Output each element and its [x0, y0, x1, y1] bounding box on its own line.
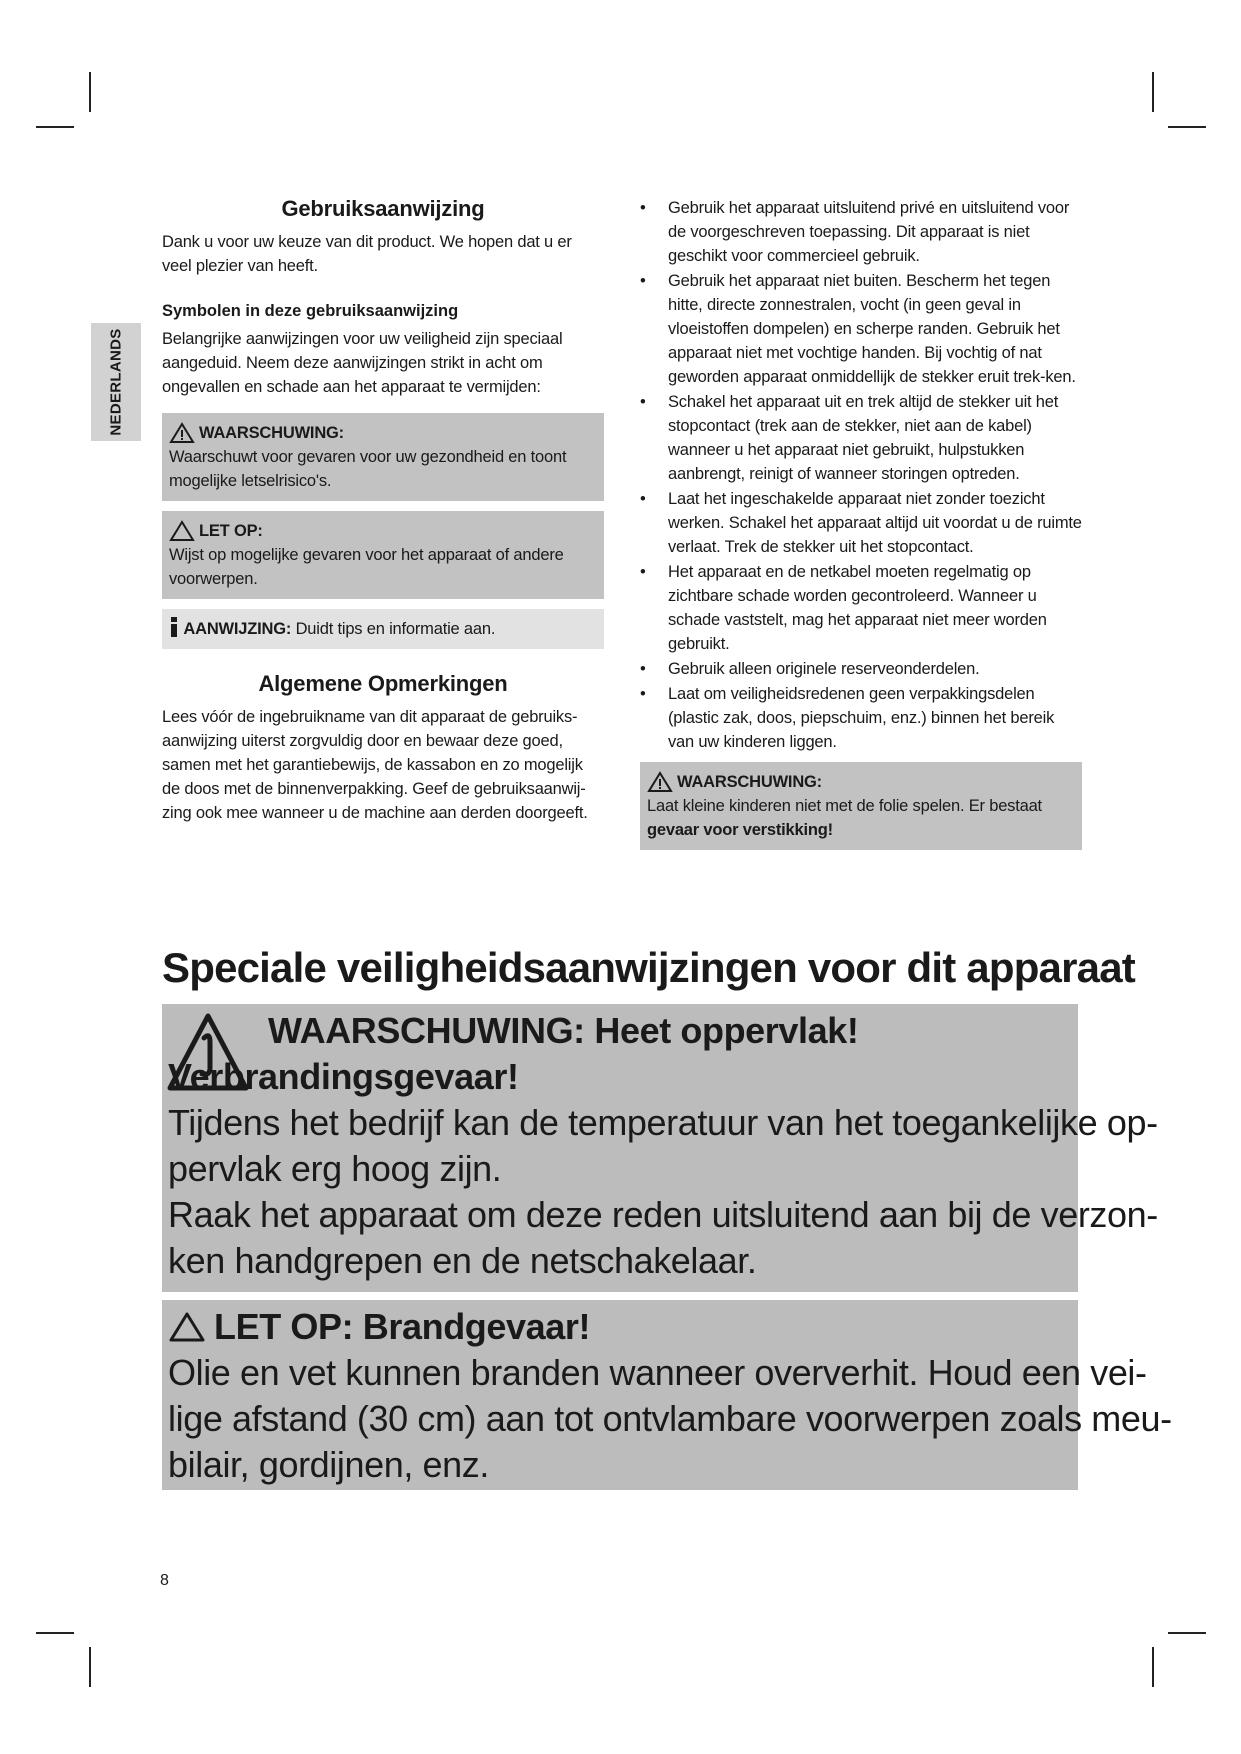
symbols-text: Belangrijke aanwijzingen voor uw veiligheid zijn speciaal aangeduid. Neem deze aanwijzingen strikt in acht om ongevallen en schade aan het apparaat te vermijden: — [162, 330, 563, 396]
warning-box — [162, 413, 604, 501]
hot-surface-text-line: Raak het apparaat om deze reden uitsluitend aan bij de verzon- — [168, 1194, 1158, 1235]
burn-hazard-heading: Verbrandingsgevaar! — [168, 1056, 519, 1097]
fire-caution-heading: LET OP: Brandgevaar! — [214, 1306, 591, 1347]
language-tab — [91, 323, 141, 441]
warning-label: WAARSCHUWING: — [677, 773, 822, 791]
crop-mark-top-left-h — [36, 126, 74, 128]
right-column — [640, 196, 1082, 850]
list-item: • Gebruik het apparaat niet buiten. Bescherm het tegen hitte, directe zonnestralen, vocht (in geen geval in vloeistoffen dompelen) en scherpe randen. Gebruik het apparaat niet met vochtige handen. Bij vochtig of nat geworden apparaat onmiddellijk de stekker eruit trek-ken. — [640, 272, 1076, 386]
list-item: • Het apparaat en de netkabel moeten regelmatig op zichtbare schade worden gecontroleerd. Wanneer u schade vaststelt, mag het apparaat niet meer worden gebruikt. — [640, 563, 1047, 653]
list-item: • Gebruik alleen originele reserveonderdelen. — [640, 660, 980, 678]
caution-triangle-icon — [168, 1311, 206, 1343]
info-icon — [169, 617, 179, 637]
crop-mark-bottom-left-v — [89, 1647, 91, 1687]
fire-caution-text-line: lige afstand (30 cm) aan tot ontvlambare voorwerpen zoals meu- — [168, 1398, 1172, 1439]
left-column — [162, 196, 604, 825]
hot-surface-warning-icon — [166, 1012, 250, 1094]
general-title: Algemene Opmerkingen — [258, 671, 508, 696]
note-box — [162, 609, 604, 649]
fire-caution-text-line: Olie en vet kunnen branden wanneer oververhit. Houd een vei- — [168, 1352, 1147, 1393]
list-item: • Laat het ingeschakelde apparaat niet zonder toezicht werken. Schakel het apparaat altijd uit voordat u de ruimte verlaat. Trek de stekker uit het stopcontact. — [640, 490, 1082, 556]
special-safety-title: Speciale veiligheidsaanwijzingen voor dit apparaat — [162, 944, 1135, 991]
hot-surface-heading: WAARSCHUWING: Heet oppervlak! — [268, 1010, 859, 1051]
suffocation-warning-box — [640, 762, 1082, 850]
list-item: • Schakel het apparaat uit en trek altijd de stekker uit het stopcontact (trek aan de stekker, niet aan de kabel) wanneer u het apparaat niet gebruikt, hulpstukken aanbrengt, reinigt of wanneer storingen optreden. — [640, 393, 1059, 483]
symbols-heading: Symbolen in deze gebruiksaanwijzing — [162, 302, 459, 320]
fire-caution-box — [162, 1300, 1172, 1490]
list-item: • Laat om veiligheidsredenen geen verpakkingsdelen (plastic zak, doos, piepschuim, enz.) binnen het bereik van uw kinderen liggen. — [640, 685, 1055, 751]
caution-text: Wijst op mogelijke gevaren voor het apparaat of andere voorwerpen. — [169, 546, 564, 588]
list-item: • Gebruik het apparaat uitsluitend privé en uitsluitend voor de voorgeschreven toepassing. Dit apparaat is niet geschikt voor commercieel gebruik. — [640, 199, 1070, 265]
manual-title: Gebruiksaanwijzing — [281, 196, 485, 221]
note-text: Duidt tips en informatie aan. — [291, 620, 496, 638]
language-tab-label: NEDERLANDS — [107, 328, 125, 436]
page-number: 8 — [160, 1572, 169, 1589]
hot-surface-text-line: Tijdens het bedrijf kan de temperatuur van het toegankelijke op- — [168, 1102, 1158, 1143]
intro-text: Dank u voor uw keuze van dit product. We hopen dat u er veel plezier van heeft. — [162, 233, 572, 275]
crop-mark-top-right-v — [1152, 72, 1154, 112]
crop-mark-top-left-v — [89, 72, 91, 112]
crop-mark-bottom-right-h — [1168, 1632, 1206, 1634]
caution-triangle-icon — [169, 520, 195, 542]
warning-triangle-icon — [647, 771, 673, 793]
crop-mark-top-right-h — [1168, 126, 1206, 128]
safety-bullet-list — [640, 196, 1082, 754]
warning-bold-text: gevaar voor verstikking! — [647, 821, 833, 839]
warning-text: Laat kleine kinderen niet met de folie spelen. Er bestaat — [647, 797, 1042, 815]
general-text: Lees vóór de ingebruikname van dit apparaat de gebruiks-aanwijzing uiterst zorgvuldig door en bewaar deze goed, samen met het garantiebewijs, de kassabon en zo mogelijk de doos met de binnenverpakking. Geef de gebruiksaanwij-zing ook mee wanneer u de machine aan derden doorgeeft. — [162, 708, 588, 822]
warning-label: WAARSCHUWING: — [199, 424, 344, 442]
warning-triangle-icon — [169, 422, 195, 444]
note-label: AANWIJZING: — [183, 620, 292, 638]
crop-mark-bottom-right-v — [1152, 1647, 1154, 1687]
warning-text: Waarschuwt voor gevaren voor uw gezondheid en toont mogelijke letselrisico's. — [169, 448, 567, 490]
hot-surface-warning-box — [162, 1004, 1158, 1292]
hot-surface-text-line: pervlak erg hoog zijn. — [168, 1148, 502, 1189]
fire-caution-text-line: bilair, gordijnen, enz. — [168, 1444, 490, 1485]
caution-box — [162, 511, 604, 599]
hot-surface-text-line: ken handgrepen en de netschakelaar. — [168, 1240, 757, 1281]
caution-label: LET OP: — [199, 522, 263, 540]
crop-mark-bottom-left-h — [36, 1632, 74, 1634]
